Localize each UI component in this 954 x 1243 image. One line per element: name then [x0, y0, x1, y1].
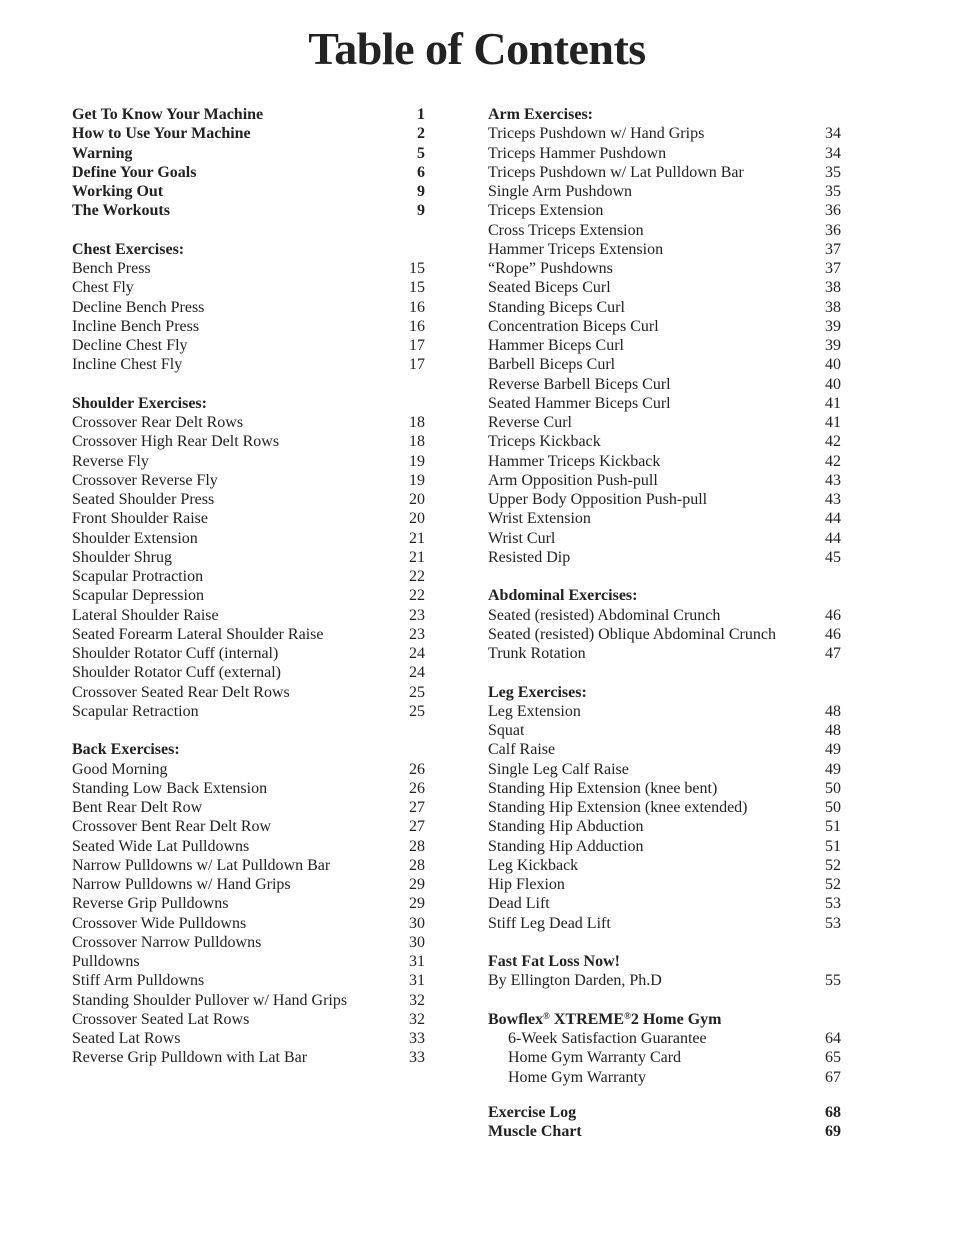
toc-page-number: 50	[825, 799, 841, 816]
toc-page-number: 30	[409, 933, 425, 951]
toc-entry-label: Shoulder Rotator Cuff (external)	[72, 664, 281, 682]
toc-page-number: 68	[825, 1103, 841, 1121]
toc-page-number: 46	[825, 606, 841, 624]
toc-entry	[72, 606, 425, 625]
toc-entry	[488, 644, 841, 663]
toc-entry	[488, 182, 841, 201]
section-heading-label: Bowflex® XTREME®2 Home Gym	[488, 1010, 722, 1028]
toc-entry	[72, 259, 425, 278]
toc-entry-label: Standing Hip Extension (knee bent)	[488, 779, 718, 797]
toc-page-number: 50	[825, 779, 841, 797]
toc-entry-label: By Ellington Darden, Ph.D	[488, 972, 662, 990]
toc-entry-label: Single Leg Calf Raise	[488, 760, 629, 778]
toc-page-number: 36	[825, 202, 841, 220]
toc-entry-label: Standing Hip Extension (knee extended)	[488, 799, 748, 816]
toc-spacer	[72, 721, 425, 740]
toc-entry	[72, 625, 425, 644]
toc-entry	[488, 452, 841, 471]
section-heading-label: Abdominal Exercises:	[488, 587, 638, 605]
toc-entry-label: Triceps Kickback	[488, 433, 601, 451]
toc-entry-label: Trunk Rotation	[488, 645, 586, 662]
toc-entry	[488, 817, 841, 836]
toc-entry	[72, 567, 425, 586]
toc-entry	[488, 201, 841, 220]
toc-page-number: 15	[409, 279, 425, 297]
toc-page-number: 17	[409, 337, 425, 354]
toc-entry	[72, 933, 425, 952]
toc-entry	[72, 201, 425, 220]
toc-page-number: 37	[825, 240, 841, 258]
toc-entry	[72, 336, 425, 355]
toc-section-heading	[72, 394, 425, 413]
toc-entry-label: Get To Know Your Machine	[72, 106, 264, 123]
toc-entry-label: Good Morning	[72, 760, 168, 778]
toc-entry	[72, 452, 425, 471]
toc-entry	[488, 471, 841, 490]
toc-page-number: 9	[417, 202, 425, 220]
toc-entry-label: Standing Shoulder Pullover w/ Hand Grips	[72, 991, 348, 1009]
toc-page-number	[401, 740, 425, 759]
toc-entry-label: Leg Kickback	[488, 856, 579, 874]
toc-entry-label: Single Arm Pushdown	[488, 183, 633, 200]
toc-entry	[488, 625, 841, 644]
toc-entry	[488, 144, 841, 163]
toc-entry	[488, 259, 841, 278]
toc-page-number: 33	[409, 1030, 425, 1047]
toc-entry	[488, 413, 841, 432]
toc-entry	[488, 509, 841, 528]
toc-page-number	[401, 240, 425, 259]
toc-entry-label: The Workouts	[72, 202, 170, 220]
toc-page-number: 22	[409, 587, 425, 605]
toc-entry	[488, 740, 841, 759]
toc-page-number: 2	[417, 125, 425, 143]
toc-entry-label: Seated Forearm Lateral Shoulder Raise	[72, 625, 324, 643]
toc-entry	[72, 317, 425, 336]
toc-entry	[72, 1029, 425, 1048]
toc-entry-label: Hip Flexion	[488, 876, 565, 893]
toc-entry	[72, 971, 425, 990]
toc-entry	[488, 1029, 841, 1048]
toc-entry-label: Standing Hip Adduction	[488, 837, 644, 855]
toc-page-number: 36	[825, 221, 841, 239]
toc-entry	[488, 894, 841, 913]
section-heading-label: Chest Exercises:	[72, 240, 185, 258]
toc-entry	[72, 779, 425, 798]
toc-entry	[488, 529, 841, 548]
toc-page-number	[817, 1010, 841, 1029]
toc-page-number: 25	[409, 683, 425, 701]
toc-entry-label: Arm Opposition Push-pull	[488, 471, 658, 489]
toc-page-number: 49	[825, 741, 841, 759]
toc-entry	[72, 490, 425, 509]
toc-entry-label: Muscle Chart	[488, 1123, 582, 1140]
toc-entry	[72, 683, 425, 702]
toc-entry-label: Triceps Pushdown w/ Lat Pulldown Bar	[488, 163, 744, 181]
toc-page-number: 34	[825, 144, 841, 162]
toc-page-number: 24	[409, 664, 425, 682]
toc-entry-label: Reverse Barbell Biceps Curl	[488, 375, 671, 393]
toc-page-number: 38	[825, 298, 841, 316]
toc-entry-label: Seated (resisted) Oblique Abdominal Crunch	[488, 625, 776, 643]
toc-page-number: 42	[825, 452, 841, 470]
toc-entry	[488, 355, 841, 374]
toc-page-number	[817, 952, 841, 971]
toc-entry	[72, 144, 425, 163]
toc-entry-label: Reverse Grip Pulldown with Lat Bar	[72, 1049, 308, 1067]
toc-entry-label: Hammer Biceps Curl	[488, 337, 624, 354]
toc-page-number: 35	[825, 163, 841, 181]
toc-entry	[488, 914, 841, 933]
toc-entry	[488, 221, 841, 240]
toc-entry-label: Reverse Curl	[488, 414, 572, 431]
toc-entry-label: Seated Biceps Curl	[488, 279, 611, 297]
toc-entry	[72, 875, 425, 894]
toc-entry	[72, 702, 425, 721]
toc-entry-label: Incline Chest Fly	[72, 356, 183, 374]
toc-page-number: 16	[409, 298, 425, 316]
toc-entry	[488, 124, 841, 143]
toc-page-number: 29	[409, 876, 425, 893]
toc-page-number: 51	[825, 837, 841, 855]
toc-section-heading	[72, 240, 425, 259]
toc-entry-label: 6-Week Satisfaction Guarantee	[508, 1030, 707, 1047]
toc-section-heading	[488, 586, 841, 605]
toc-entry	[72, 105, 425, 124]
toc-page-number: 34	[825, 125, 841, 143]
toc-page-number: 24	[409, 645, 425, 662]
toc-page-number: 52	[825, 876, 841, 893]
toc-page-number: 20	[409, 510, 425, 528]
toc-entry-label: Upper Body Opposition Push-pull	[488, 491, 708, 508]
section-heading-label: Leg Exercises:	[488, 683, 587, 701]
toc-entry	[72, 548, 425, 567]
toc-entry-label: Chest Fly	[72, 279, 134, 297]
toc-entry-label: Standing Biceps Curl	[488, 298, 625, 316]
toc-entry-label: Decline Bench Press	[72, 298, 205, 316]
toc-entry	[72, 163, 425, 182]
toc-entry	[72, 432, 425, 451]
toc-entry	[488, 837, 841, 856]
toc-page-number: 31	[409, 953, 425, 970]
toc-entry	[488, 1048, 841, 1067]
section-heading-label: Shoulder Exercises:	[72, 394, 207, 412]
toc-entry	[488, 490, 841, 509]
toc-entry-label: Crossover Bent Rear Delt Row	[72, 818, 272, 836]
toc-entry-label: “Rope” Pushdowns	[488, 260, 613, 277]
toc-page-number: 32	[409, 1010, 425, 1028]
toc-page-number: 15	[409, 260, 425, 277]
toc-left-column	[72, 105, 425, 1068]
toc-entry-label: Front Shoulder Raise	[72, 510, 208, 528]
toc-page-number	[401, 394, 425, 413]
toc-entry-label: Decline Chest Fly	[72, 337, 188, 354]
toc-page-number: 26	[409, 760, 425, 778]
toc-page-number: 22	[409, 568, 425, 585]
toc-page-number: 41	[825, 414, 841, 431]
toc-page-number: 21	[409, 548, 425, 566]
toc-page-number: 27	[409, 818, 425, 836]
toc-page-number: 44	[825, 510, 841, 528]
toc-entry	[72, 894, 425, 913]
toc-entry	[488, 1103, 841, 1122]
toc-page-number: 18	[409, 414, 425, 431]
toc-page-number: 29	[409, 895, 425, 913]
toc-entry-label: Shoulder Extension	[72, 529, 198, 547]
toc-page-number: 27	[409, 799, 425, 816]
toc-entry	[72, 663, 425, 682]
toc-entry	[72, 991, 425, 1010]
toc-entry-label: How to Use Your Machine	[72, 125, 251, 143]
toc-entry-label: Warning	[72, 144, 133, 162]
toc-page-number: 28	[409, 856, 425, 874]
toc-page-number: 46	[825, 625, 841, 643]
toc-entry	[72, 124, 425, 143]
toc-page-number: 9	[417, 183, 425, 200]
toc-entry	[488, 163, 841, 182]
toc-page-number	[817, 683, 841, 702]
toc-section-heading	[72, 740, 425, 759]
toc-page-number: 48	[825, 702, 841, 720]
toc-entry	[488, 760, 841, 779]
toc-entry-label: Crossover Seated Rear Delt Rows	[72, 683, 290, 701]
toc-spacer	[488, 991, 841, 1010]
toc-page-number: 43	[825, 471, 841, 489]
toc-page-number: 18	[409, 433, 425, 451]
toc-entry-label: Crossover High Rear Delt Rows	[72, 433, 280, 451]
toc-entry-label: Wrist Extension	[488, 510, 591, 528]
toc-page-number: 52	[825, 856, 841, 874]
toc-page-number: 37	[825, 260, 841, 277]
toc-entry	[72, 644, 425, 663]
toc-entry	[488, 278, 841, 297]
toc-entry	[72, 856, 425, 875]
toc-entry	[72, 298, 425, 317]
toc-entry-label: Scapular Depression	[72, 587, 204, 605]
toc-page-number: 5	[417, 144, 425, 162]
toc-page-number: 20	[409, 491, 425, 508]
toc-page-number: 35	[825, 183, 841, 200]
toc-entry-label: Define Your Goals	[72, 163, 197, 181]
toc-entry	[488, 548, 841, 567]
toc-entry	[488, 432, 841, 451]
toc-entry-label: Hammer Triceps Kickback	[488, 452, 661, 470]
section-heading-label: Arm Exercises:	[488, 106, 593, 123]
toc-page-number: 69	[825, 1123, 841, 1140]
toc-page-number: 19	[409, 471, 425, 489]
toc-entry-label: Wrist Curl	[488, 529, 556, 547]
toc-entry	[488, 721, 841, 740]
toc-page-number: 19	[409, 452, 425, 470]
toc-entry-label: Concentration Biceps Curl	[488, 317, 659, 335]
toc-entry-label: Dead Lift	[488, 895, 550, 913]
toc-page-number: 48	[825, 722, 841, 739]
toc-entry-label: Scapular Retraction	[72, 702, 199, 720]
toc-entry	[488, 856, 841, 875]
toc-entry-label: Triceps Hammer Pushdown	[488, 144, 667, 162]
toc-page-number: 43	[825, 491, 841, 508]
toc-page-number: 44	[825, 529, 841, 547]
toc-page-number: 32	[409, 991, 425, 1009]
toc-page-number: 40	[825, 375, 841, 393]
toc-entry-label: Pulldowns	[72, 953, 140, 970]
toc-entry	[488, 394, 841, 413]
toc-page-number: 45	[825, 548, 841, 566]
toc-page-number: 42	[825, 433, 841, 451]
toc-entry	[488, 1068, 841, 1087]
toc-entry-label: Cross Triceps Extension	[488, 221, 644, 239]
page-title: Table of Contents	[308, 23, 646, 74]
toc-spacer	[72, 375, 425, 394]
toc-entry-label: Squat	[488, 722, 525, 739]
toc-page-number: 33	[409, 1049, 425, 1067]
toc-entry-label: Narrow Pulldowns w/ Lat Pulldown Bar	[72, 856, 331, 874]
toc-page-number: 41	[825, 394, 841, 412]
toc-entry-label: Seated Shoulder Press	[72, 491, 215, 508]
toc-page-number: 23	[409, 625, 425, 643]
toc-page-number: 40	[825, 356, 841, 374]
toc-spacer	[488, 1087, 841, 1103]
toc-right-column	[488, 105, 841, 1141]
toc-entry	[72, 1048, 425, 1067]
toc-entry	[488, 606, 841, 625]
toc-entry-label: Narrow Pulldowns w/ Hand Grips	[72, 876, 291, 893]
toc-entry-label: Seated Lat Rows	[72, 1030, 181, 1047]
toc-spacer	[72, 221, 425, 240]
toc-entry	[488, 779, 841, 798]
toc-page-number: 38	[825, 279, 841, 297]
toc-entry-label: Leg Extension	[488, 702, 581, 720]
toc-entry	[72, 278, 425, 297]
toc-spacer	[488, 567, 841, 586]
toc-page-number: 26	[409, 779, 425, 797]
toc-entry	[72, 914, 425, 933]
toc-entry	[72, 1010, 425, 1029]
toc-entry-label: Stiff Leg Dead Lift	[488, 914, 611, 932]
toc-entry-label: Barbell Biceps Curl	[488, 356, 616, 374]
toc-section-heading	[488, 683, 841, 702]
toc-entry-label: Resisted Dip	[488, 548, 571, 566]
toc-page-number: 1	[417, 106, 425, 123]
toc-section-heading	[488, 1010, 841, 1029]
toc-entry	[488, 1122, 841, 1141]
toc-entry-label: Seated (resisted) Abdominal Crunch	[488, 606, 721, 624]
toc-spacer	[488, 933, 841, 952]
toc-page-number: 53	[825, 914, 841, 932]
toc-section-heading	[488, 105, 841, 124]
toc-page-number: 49	[825, 760, 841, 778]
toc-entry	[488, 298, 841, 317]
toc-page-number: 31	[409, 972, 425, 990]
toc-page-number: 21	[409, 529, 425, 547]
toc-page-number: 39	[825, 317, 841, 335]
toc-entry-label: Shoulder Shrug	[72, 548, 172, 566]
toc-page-number: 67	[825, 1068, 841, 1086]
toc-entry	[488, 336, 841, 355]
toc-page-number: 47	[825, 645, 841, 662]
toc-entry-label: Calf Raise	[488, 741, 556, 759]
toc-entry	[72, 355, 425, 374]
toc-page-number: 17	[409, 356, 425, 374]
toc-entry	[72, 413, 425, 432]
toc-entry-label: Triceps Pushdown w/ Hand Grips	[488, 125, 705, 143]
toc-entry-label: Crossover Rear Delt Rows	[72, 414, 244, 431]
toc-page-number: 64	[825, 1030, 841, 1047]
toc-entry	[488, 875, 841, 894]
toc-entry-label: Crossover Narrow Pulldowns	[72, 933, 262, 951]
toc-entry	[488, 798, 841, 817]
toc-entry	[72, 182, 425, 201]
toc-entry-label: Exercise Log	[488, 1103, 577, 1121]
toc-entry-label: Seated Wide Lat Pulldowns	[72, 837, 250, 855]
toc-page-number: 53	[825, 895, 841, 913]
toc-page-number: 65	[825, 1049, 841, 1067]
toc-entry-label: Bent Rear Delt Row	[72, 799, 203, 816]
toc-page-number	[817, 105, 841, 124]
toc-entry	[488, 240, 841, 259]
toc-entry	[488, 317, 841, 336]
toc-page-number: 23	[409, 606, 425, 624]
section-heading-label: Back Exercises:	[72, 741, 180, 759]
toc-entry	[72, 509, 425, 528]
toc-entry-label: Scapular Protraction	[72, 568, 204, 585]
toc-entry	[72, 586, 425, 605]
toc-entry-label: Hammer Triceps Extension	[488, 240, 664, 258]
toc-entry	[72, 529, 425, 548]
toc-entry-label: Lateral Shoulder Raise	[72, 606, 219, 624]
toc-entry-label: Bench Press	[72, 260, 151, 277]
toc-entry-label: Crossover Seated Lat Rows	[72, 1010, 250, 1028]
toc-page-number	[817, 586, 841, 605]
toc-page-number: 51	[825, 818, 841, 836]
toc-entry-label: Seated Hammer Biceps Curl	[488, 394, 671, 412]
toc-entry	[488, 971, 841, 990]
toc-page-number: 30	[409, 914, 425, 932]
toc-entry-label: Reverse Fly	[72, 452, 149, 470]
toc-entry	[72, 760, 425, 779]
toc-page-number: 28	[409, 837, 425, 855]
section-heading-label: Fast Fat Loss Now!	[488, 953, 620, 970]
toc-entry-label: Standing Hip Abduction	[488, 818, 644, 836]
toc-entry-label: Working Out	[72, 183, 164, 200]
toc-entry	[488, 375, 841, 394]
toc-entry	[72, 471, 425, 490]
toc-page-number: 25	[409, 702, 425, 720]
toc-entry	[72, 817, 425, 836]
toc-entry-label: Triceps Extension	[488, 202, 604, 220]
toc-page-number: 16	[409, 317, 425, 335]
toc-entry-label: Standing Low Back Extension	[72, 779, 268, 797]
toc-entry	[72, 837, 425, 856]
toc-entry-label: Shoulder Rotator Cuff (internal)	[72, 645, 279, 662]
toc-entry	[72, 798, 425, 817]
toc-entry-label: Home Gym Warranty Card	[508, 1049, 682, 1067]
toc-entry-label: Stiff Arm Pulldowns	[72, 972, 205, 990]
toc-entry-label: Home Gym Warranty	[508, 1068, 646, 1086]
toc-entry	[72, 952, 425, 971]
toc-spacer	[488, 663, 841, 682]
toc-entry-label: Crossover Reverse Fly	[72, 471, 218, 489]
toc-section-heading	[488, 952, 841, 971]
toc-entry-label: Reverse Grip Pulldowns	[72, 895, 229, 913]
toc-entry	[488, 702, 841, 721]
toc-entry-label: Incline Bench Press	[72, 317, 200, 335]
toc-entry-label: Crossover Wide Pulldowns	[72, 914, 247, 932]
toc-page-number: 55	[825, 972, 841, 990]
toc-page-number: 6	[417, 163, 425, 181]
toc-page-number: 39	[825, 337, 841, 354]
